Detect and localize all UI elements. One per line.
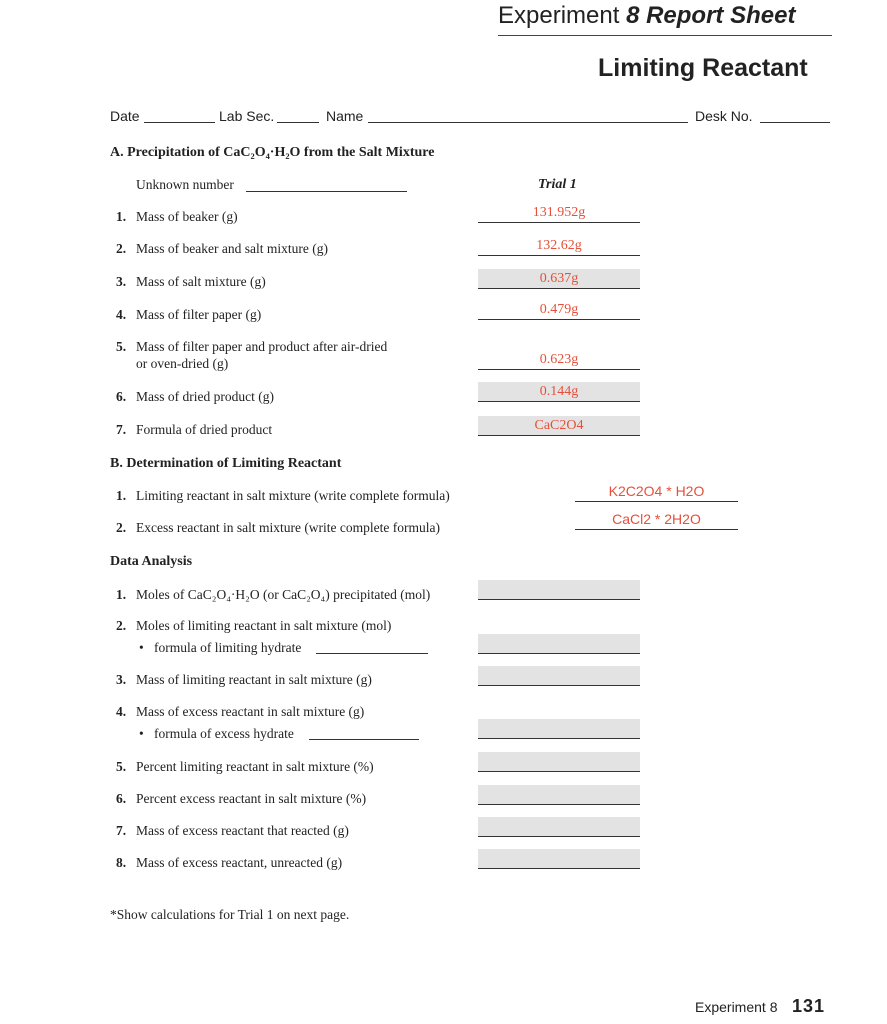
mass-filter-product-label-cont: or oven-dried (g) [136, 356, 229, 371]
excess-reacted-label: Mass of excess reactant that reacted (g) [136, 823, 349, 838]
item-number: 1. [116, 587, 127, 602]
mass-dried-product-label: Mass of dried product (g) [136, 389, 274, 404]
item-number: 2. [116, 618, 127, 633]
limiting-reactant-label: Limiting reactant in salt mixture (write complete formula) [136, 488, 450, 503]
mass-filter-product-field[interactable]: 0.623g [478, 350, 640, 370]
name-label: Name [326, 108, 364, 124]
percent-excess-field[interactable] [478, 785, 640, 805]
mass-filter-paper-label: Mass of filter paper (g) [136, 307, 262, 322]
footnote: *Show calculations for Trial 1 on next page. [110, 907, 350, 922]
trial-1-header: Trial 1 [538, 177, 577, 192]
limiting-hydrate-label: formula of limiting hydrate [154, 640, 302, 655]
item-number: 6. [116, 389, 127, 404]
unknown-number-field[interactable] [246, 191, 407, 192]
page-footer [695, 996, 825, 1017]
mass-beaker-label: Mass of beaker (g) [136, 209, 238, 224]
item-number: 5. [116, 339, 127, 354]
page-number: 131 [791, 996, 825, 1016]
excess-hydrate-label: formula of excess hydrate [154, 726, 294, 741]
mass-limiting-label: Mass of limiting reactant in salt mixture (g) [136, 672, 372, 687]
mass-limiting-field[interactable] [478, 666, 640, 686]
desk-no-field[interactable] [760, 122, 830, 123]
limiting-reactant-field[interactable]: K2C2O4 * H2O [575, 482, 738, 502]
item-number: 6. [116, 791, 127, 806]
mass-excess-label: Mass of excess reactant in salt mixture (g) [136, 704, 365, 719]
moles-limiting-label: Moles of limiting reactant in salt mixture (mol) [136, 618, 392, 633]
item-number: 1. [116, 488, 127, 503]
item-number: 3. [116, 672, 127, 687]
mass-beaker-salt-label: Mass of beaker and salt mixture (g) [136, 241, 328, 256]
item-number: 1. [116, 209, 127, 224]
lab-sec-label: Lab Sec. [219, 108, 275, 124]
item-number: 2. [116, 241, 127, 256]
report-subtitle: Limiting Reactant [598, 54, 808, 82]
report-title: Experiment 8 Report Sheet [498, 2, 796, 29]
mass-salt-label: Mass of salt mixture (g) [136, 274, 266, 289]
unknown-number-label: Unknown number [136, 177, 234, 192]
limiting-hydrate-field[interactable] [316, 653, 428, 654]
excess-hydrate-field[interactable] [309, 739, 419, 740]
moles-precipitated-label: Moles of CaC₂O₄·H₂O (or CaC₂O₄) precipitated (mol) [136, 587, 431, 602]
date-field[interactable] [144, 122, 215, 123]
section-b-title: B. Determination of Limiting Reactant [110, 456, 342, 471]
experiment-number: 8 [626, 2, 640, 29]
date-label: Date [110, 108, 140, 124]
name-field[interactable] [368, 122, 688, 123]
percent-limiting-label: Percent limiting reactant in salt mixture (%) [136, 759, 374, 774]
item-number: 4. [116, 704, 127, 719]
header-rule [498, 35, 832, 36]
mass-salt-field[interactable]: 0.637g [478, 269, 640, 289]
data-analysis-title: Data Analysis [110, 554, 193, 569]
lab-sec-field[interactable] [277, 122, 319, 123]
excess-reactant-label: Excess reactant in salt mixture (write complete formula) [136, 520, 441, 535]
item-number: 4. [116, 307, 127, 322]
excess-unreacted-label: Mass of excess reactant, unreacted (g) [136, 855, 343, 870]
report-sheet-label: Report Sheet [646, 2, 796, 29]
section-a-title: A. Precipitation of CaC₂O₄·H₂O from the Salt Mixture [110, 145, 435, 160]
mass-filter-product-label: Mass of filter paper and product after air-dried [136, 339, 388, 354]
footer-experiment: Experiment 8 [695, 999, 778, 1015]
item-number: 7. [116, 823, 127, 838]
bullet-icon: • [139, 726, 144, 741]
excess-reactant-field[interactable]: CaCl2 * 2H2O [575, 510, 738, 530]
percent-excess-label: Percent excess reactant in salt mixture (%) [136, 791, 367, 806]
desk-no-label: Desk No. [695, 108, 753, 124]
mass-beaker-salt-field[interactable]: 132.62g [478, 236, 640, 256]
item-number: 3. [116, 274, 127, 289]
mass-beaker-field[interactable]: 131.952g [478, 203, 640, 223]
formula-dried-product-label: Formula of dried product [136, 422, 273, 437]
formula-dried-product-field[interactable]: CaC2O4 [478, 416, 640, 436]
moles-limiting-field[interactable] [478, 634, 640, 654]
excess-reacted-field[interactable] [478, 817, 640, 837]
excess-unreacted-field[interactable] [478, 849, 640, 869]
item-number: 7. [116, 422, 127, 437]
moles-precipitated-field[interactable] [478, 580, 640, 600]
mass-filter-paper-field[interactable]: 0.479g [478, 300, 640, 320]
item-number: 8. [116, 855, 127, 870]
item-number: 2. [116, 520, 127, 535]
mass-dried-product-field[interactable]: 0.144g [478, 382, 640, 402]
bullet-icon: • [139, 640, 144, 655]
item-number: 5. [116, 759, 127, 774]
percent-limiting-field[interactable] [478, 752, 640, 772]
mass-excess-field[interactable] [478, 719, 640, 739]
